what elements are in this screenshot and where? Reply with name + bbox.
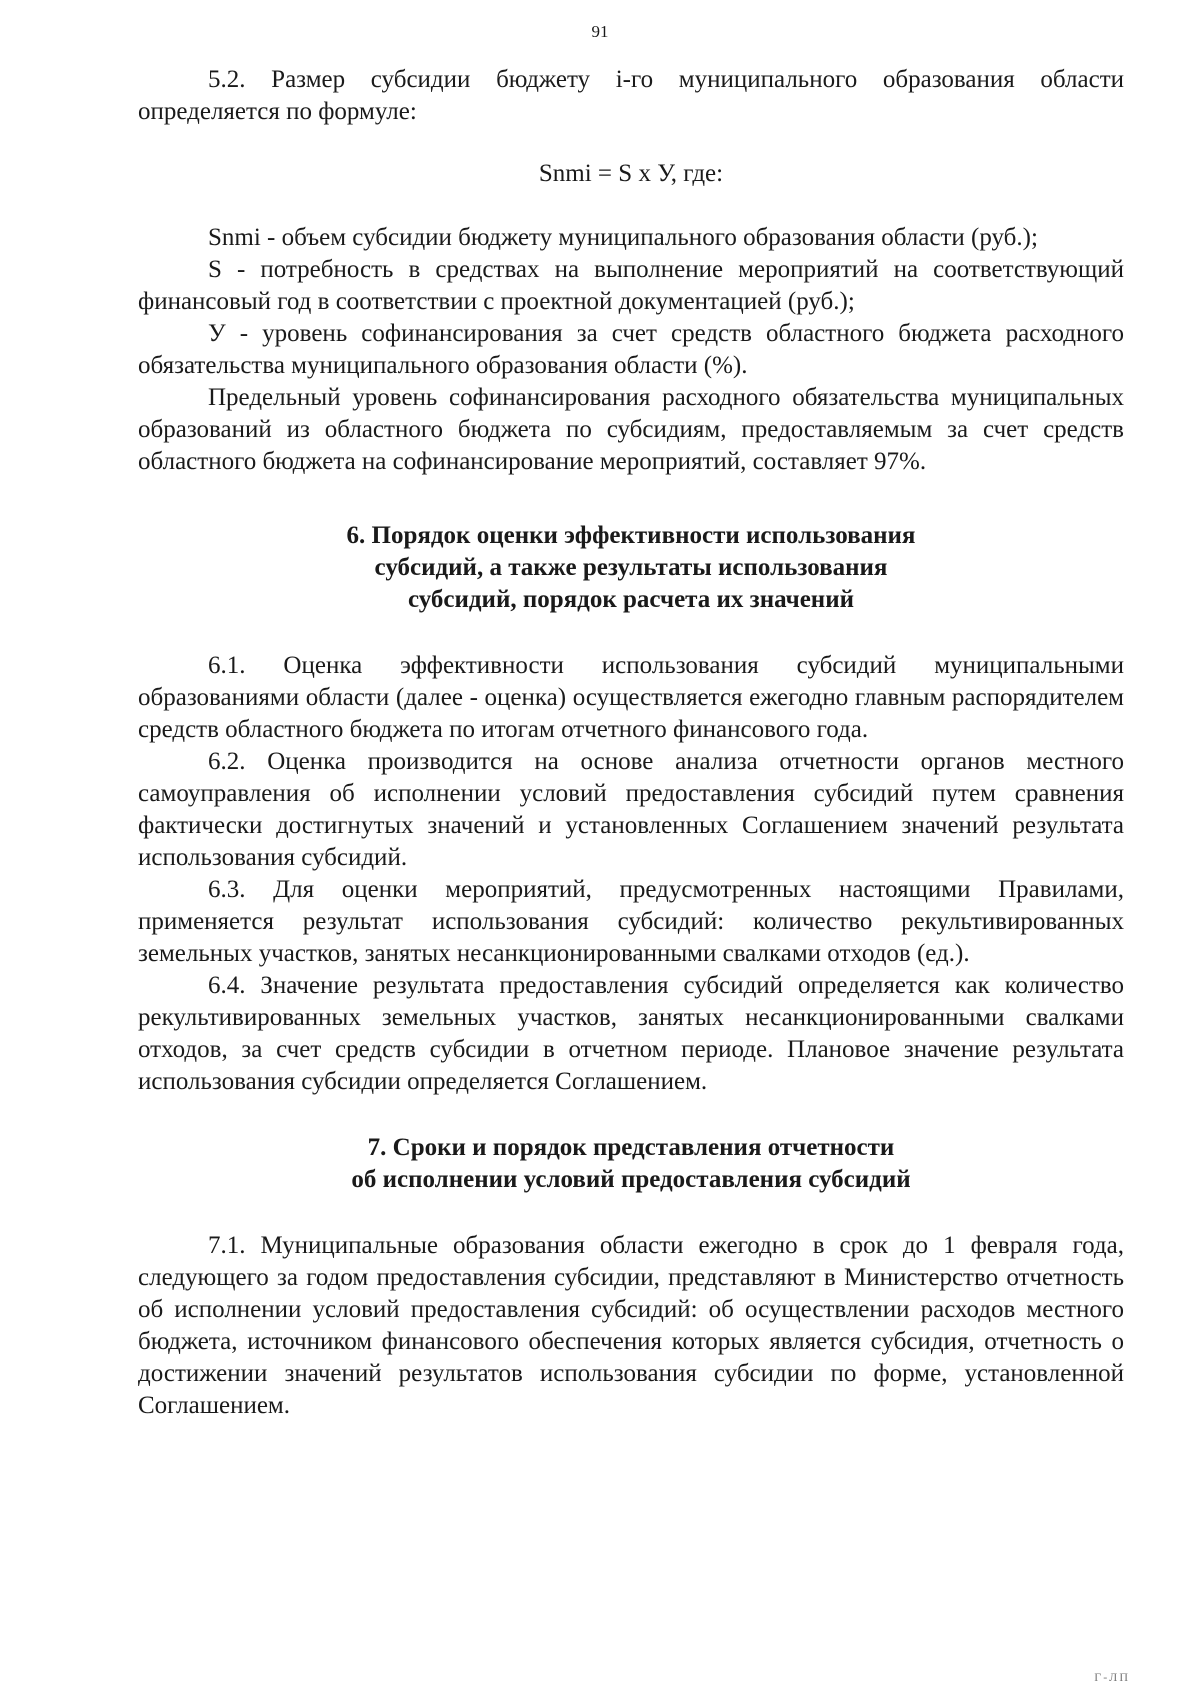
document-body <box>138 64 1124 1422</box>
paragraph-6-1: 6.1. Оценка эффективности использования субсидий муниципальными образованиями области (далее - оценка) осуществляется ежегодно главным распорядителем средств областного бюджета по итогам отчетного финансового года. <box>138 652 1124 743</box>
paragraph-6-4: 6.4. Значение результата предоставления субсидий определяется как количество рекультивированных земельных участков, занятых несанкционированными свалками отходов, за счет средств субсидии в отчетном периоде. Плановое значение результата использования субсидии определяется Соглашением. <box>138 972 1124 1095</box>
section-7-heading-line: об исполнении условий предоставления субсидий <box>351 1166 911 1193</box>
scan-mark: Г-ЛП <box>1094 1670 1130 1684</box>
section-6-heading-line: субсидий, порядок расчета их значений <box>407 586 855 613</box>
subsidy-formula: Snmi = S х У, где: <box>538 160 724 187</box>
paragraph-5-2: 5.2. Размер субсидии бюджету i-го муниципального образования области определяется по формуле: <box>138 66 1124 125</box>
definition-s: S - потребность в средствах на выполнение мероприятий на соответствующий финансовый год в соответствии с проектной документацией (руб.); <box>138 256 1124 315</box>
paragraph-7-1: 7.1. Муниципальные образования области ежегодно в срок до 1 февраля года, следующего за годом предоставления субсидии, представляют в Министерство отчетность об исполнении условий предоставления субсидий: об осуществлении расходов местного бюджета, источником финансового обеспечения которых является субсидия, отчетность о достижении значений результатов использования субсидии по форме, установленной Соглашением. <box>138 1232 1124 1419</box>
paragraph-cofinancing-limit: Предельный уровень софинансирования расходного обязательства муниципальных образований из областного бюджета по субсидиям, предоставляемым за счет средств областного бюджета на софинансирование мероприятий, составляет 97%. <box>138 384 1124 475</box>
section-7-heading <box>138 1132 1124 1196</box>
definition-u: У - уровень софинансирования за счет средств областного бюджета расходного обязательства муниципального образования области (%). <box>138 320 1124 379</box>
section-7-heading-line: 7. Сроки и порядок представления отчетности <box>367 1134 895 1161</box>
paragraph-6-3: 6.3. Для оценки мероприятий, предусмотренных настоящими Правилами, применяется результат использования субсидий: количество рекультивированных земельных участков, занятых несанкционированными свалками отходов (ед.). <box>138 876 1124 967</box>
section-6-heading-line: 6. Порядок оценки эффективности использования <box>346 522 916 549</box>
section-6-heading-line: субсидий, а также результаты использования <box>374 554 888 581</box>
page-number: 91 <box>591 22 609 41</box>
section-6-heading <box>138 520 1124 616</box>
paragraph-6-2: 6.2. Оценка производится на основе анализа отчетности органов местного самоуправления об исполнении условий предоставления субсидий путем сравнения фактически достигнутых значений и установленных Соглашением значений результата использования субсидий. <box>138 748 1124 871</box>
definition-snmi: Snmi - объем субсидии бюджету муниципального образования области (руб.); <box>208 224 1038 251</box>
